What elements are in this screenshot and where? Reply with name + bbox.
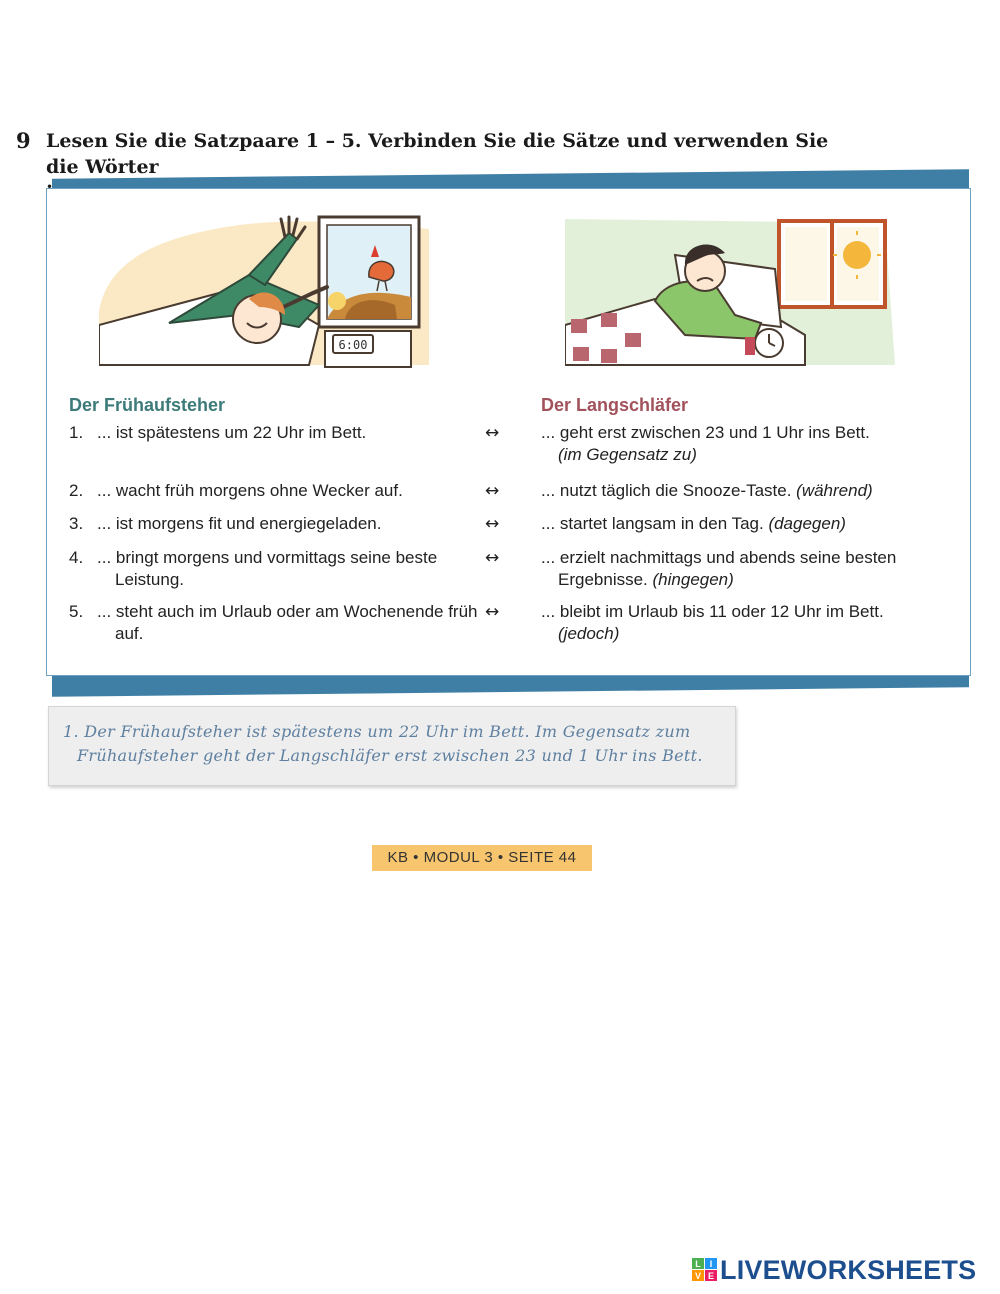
- late-sleeper-text: ... bleibt im Urlaub bis 11 oder 12 Uhr im Bett.: [541, 602, 884, 621]
- late-sleeper-sentence: [541, 547, 958, 591]
- pair-number: 2.: [69, 481, 84, 500]
- late-sleeper-sentence: [541, 422, 958, 466]
- pair-number: 1.: [69, 423, 84, 442]
- task-instruction-line1: Lesen Sie die Satzpaare 1 – 5. Verbinden Sie die Sätze und verwenden Sie die Wörter: [46, 130, 829, 178]
- svg-text:L: L: [695, 1259, 701, 1269]
- liveworksheets-icon: [692, 1258, 718, 1282]
- connector-hint: (jedoch): [558, 624, 620, 643]
- example-answer-text: [63, 720, 723, 768]
- late-sleeper-text: ... geht erst zwischen 23 und 1 Uhr ins Bett.: [541, 423, 870, 442]
- late-sleeper-heading: Der Langschläfer: [541, 395, 689, 415]
- connector-hint: (hingegen): [652, 570, 734, 589]
- early-riser-sentence: ... wacht früh morgens ohne Wecker auf.: [97, 481, 403, 500]
- connector-hint: (während): [796, 481, 873, 500]
- example-answer-box: [48, 706, 736, 786]
- left-right-arrow-icon: ↔: [485, 602, 500, 622]
- late-sleeper-text: ... startet langsam in den Tag.: [541, 514, 764, 533]
- alarm-clock-time: 6:00: [338, 338, 368, 352]
- connector-hint: (dagegen): [768, 514, 846, 533]
- early-riser-sentence: ... steht auch im Urlaub oder am Wochenende früh auf.: [97, 602, 478, 643]
- late-sleeper-sentence: [541, 601, 958, 645]
- svg-text:E: E: [707, 1271, 715, 1281]
- late-sleeper-text: ... erzielt nachmittags und abends seine besten Ergebnisse.: [541, 548, 897, 589]
- page-reference-tag: KB • MODUL 3 • SEITE 44: [372, 845, 592, 871]
- liveworksheets-logo: [692, 1254, 992, 1286]
- early-riser-sentence: ... ist morgens fit und energiegeladen.: [97, 514, 382, 533]
- late-sleeper-illustration: [565, 215, 895, 371]
- left-right-arrow-icon: ↔: [485, 481, 500, 501]
- early-riser-heading: Der Frühaufsteher: [69, 395, 226, 415]
- late-sleeper-sentence: [541, 513, 958, 535]
- left-right-arrow-icon: ↔: [485, 423, 500, 443]
- left-right-arrow-icon: ↔: [485, 548, 500, 568]
- early-riser-illustration: [99, 215, 429, 371]
- early-riser-sentence: ... bringt morgens und vormittags seine beste Leistung.: [97, 548, 438, 589]
- svg-text:I: I: [709, 1259, 713, 1269]
- svg-text:V: V: [694, 1271, 702, 1281]
- early-riser-sentence: ... ist spätestens um 22 Uhr im Bett.: [97, 423, 367, 442]
- pair-number: 5.: [69, 602, 84, 621]
- example-answer-line1: 1. Der Frühaufsteher ist spätestens um 22 Uhr im Bett. Im Gegensatz zum: [63, 722, 691, 741]
- late-sleeper-text: ... nutzt täglich die Snooze-Taste.: [541, 481, 792, 500]
- exercise-card: [46, 188, 971, 676]
- pair-number: 4.: [69, 548, 84, 567]
- late-sleeper-sentence: [541, 480, 958, 502]
- example-answer-line2: Frühaufsteher geht der Langschläfer erst zwischen 23 und 1 Uhr ins Bett.: [77, 746, 703, 765]
- pair-number: 3.: [69, 514, 84, 533]
- left-right-arrow-icon: ↔: [485, 514, 500, 534]
- liveworksheets-brand: LIVEWORKSHEETS: [720, 1255, 977, 1285]
- connector-hint: (im Gegensatz zu): [558, 445, 697, 464]
- task-number: 9: [16, 128, 31, 153]
